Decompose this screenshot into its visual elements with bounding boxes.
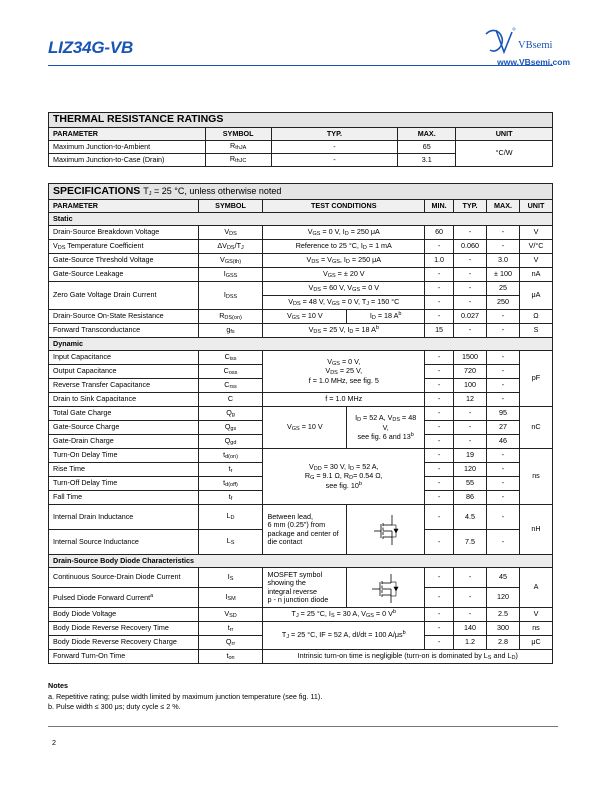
table-row: Body Diode Reverse Recovery Time $t_{rr}$ $T_J = 25$ °C, IF = 52 A, dI/dt = 100 $A/\mu s^b$ - 140 300 ns (49, 622, 553, 636)
table-row: Turn-Off Delay Time $t_{d(off)}$ - 55 - (49, 477, 553, 491)
table-row: Body Diode Reverse Recovery Charge $Q_{rr}$ - 1.2 2.8 μC (49, 636, 553, 650)
table-row: Turn-On Delay Time $t_{d(on)}$ $V_{DD} = 30$ V, $I_D = 52$ A, $R_G = 9.1$ Ω, $R_D= 0.54$ Ω, see fig. 10$^b$ - 19 - ns (49, 449, 553, 463)
table-row: Internal Source Inductance $L_S$ - 7.5 - (49, 530, 553, 555)
th-unit: UNIT (456, 128, 553, 141)
table-row: Output Capacitance $C_{oss}$ - 720 - (49, 365, 553, 379)
table-row: Forward Turn-On Time $t_{on}$ Intrinsic turn-on time is negligible (turn-on is dominated by $L_S$ and $L_D$) (49, 650, 553, 664)
table-row: Drain-Source Breakdown Voltage $V_{DS}$ $V_{GS} = 0$ V, $I_D = 250$ μA 60 - - V (49, 226, 553, 240)
th-symbol: SYMBOL (205, 128, 271, 141)
table-row: Rise Time $t_r$ - 120 - (49, 463, 553, 477)
table-row: Gate-Drain Charge $Q_{gd}$ - - 46 (49, 435, 553, 449)
th-typ: TYP. (271, 128, 398, 141)
table-row: $V_{DS} = 48$ V, $V_{GS} = 0$ V, $T_J = 150$ °C - - 250 (49, 296, 553, 310)
table-row: $V_{DS}$ Temperature Coefficient $\Delta V_{DS}/T_J$ Reference to 25 °C, $I_D = 1$ mA - 0.060 - V/°C (49, 240, 553, 254)
header-rule (48, 65, 553, 66)
th-parameter: PARAMETER (49, 128, 206, 141)
table-row: Pulsed Diode Forward Current$^a$ $I_{SM}$ - - 120 (49, 588, 553, 608)
table-row: Input Capacitance $C_{iss}$ $V_{GS} = 0$ V, $V_{DS} = 25$ V, f = 1.0 MHz, see fig. 5 - 1500 - pF (49, 351, 553, 365)
note-a: a. Repetitive rating; pulse width limited by maximum junction temperature (see fig. 11). (48, 691, 323, 701)
table-row: Body Diode Voltage $V_{SD}$ $T_J = 25$ °C, $I_S = 30$ A, $V_{GS} = 0$ $V^b$ - - 2.5 V (49, 608, 553, 622)
table-row: Drain-Source On-State Resistance $R_{DS(on)}$ $V_{GS} = 10$ V $I_D = 18$ $A^b$ - 0.027 - Ω (49, 310, 553, 324)
notes-heading: Notes (48, 681, 68, 690)
mosfet-symbol-icon (347, 505, 425, 555)
table-row: Fall Time $t_f$ - 86 - (49, 491, 553, 505)
table-row: Gate-Source Leakage $I_{GSS}$ $V_{GS}$ = ± 20 V - - ± 100 nA (49, 268, 553, 282)
specs-table: SPECIFICATIONS $T_J = 25$ °C, unless otherwise noted PARAMETER SYMBOL TEST CONDITIONS MIN. TYP. MAX. UNIT Static Drain-Source Breakdown Voltage $V_{DS}$ $V_{GS} = 0$ V, $I_D = 250$ μA 60 - - V $V_{DS}$ Temperature Coefficient $\Delta V_{DS}/T_J$ Reference to 25 °C, $I_D = 1$ mA - 0.060 - V/°C Gate-Source Threshold Voltage $V_{GS(th)}$ $V_{DS} = V_{GS}$, $I_D = 250$ μA 1.0 - 3.0 V Gate-Source Leakage $I_{GSS}$ $V_{GS}$ = ± 20 V - - ± 100 nA Zero Gate Voltage Drain Current $I_{DSS}$ $V_{DS} = 60$ V, $V_{GS} = 0$ V - - 25 μA $V_{DS} = 48$ V, $V_{GS} = 0$ V, $T_J = 150$ °C - - 250 Drain-Source On-State Resistance $R_{DS(on)}$ $V_{GS} = 10$ V $I_D = 18$ $A^b$ - 0.027 - Ω Forward Transconductance $g_{fs}$ $V_{DS} = 25$ V, $I_D = 18$ $A^b$ 15 - - S Dynamic Input Capacitance $C_{iss}$ $V_{GS} = 0$ V, $V_{DS} = 25$ V, f = 1.0 MHz, see fig. 5 - 1500 - pF Output Capacitance $C_{oss}$ - 720 - Reverse Transfer Capacitance $C_{rss}$ - 100 - Drain to Sink Capacitance C f = 1.0 MHz - 12 - Total Gate Charge $Q_g$ $V_{GS} = 10$ V $I_D = 52$ A, $V_{DS} = 48$ V, see fig. 6 and 13$^b$ - - 95 nC Gate-Source Charge $Q_{gs}$ - - 27 Gate-Drain Charge $Q_{gd}$ - - 46 Turn-On Delay Time $t_{d(on)}$ $V_{DD} = 30$ V, $I_D = 52$ A, $R_G = 9.1$ Ω, $R_D= 0.54$ Ω, see fig. 10$^b$ - 19 - ns Rise Time $t_r$ - 120 - Turn-Off Delay Time $t_{d(off)}$ - 55 - Fall Time $t_f$ - 86 - Internal Drain Inductance $L_D$ Between lead, 6 mm (0.25") from package and center of die contact - 4.5 - nH Internal Source Inductance $L_S$ - 7.5 - Drain-Source Body Diode Characteristics Continuous Source-Drain Diode Current $I_S$ MOSFET symbol showing the integral reverse p - n junction diode - - 45 A Pulsed Diode Forward Current$^a$ $I_{SM}$ - - 120 Body Diode Voltage $V_{SD}$ $T_J = 25$ °C, $I_S = 30$ A, $V_{GS} = 0$ $V^b$ - - 2.5 V Body Diode Reverse Recovery Time $t_{rr}$ $T_J = 25$ °C, IF = 52 A, dI/dt = 100 $A/\mu s^b$ - 140 300 ns Body Diode Reverse Recovery Charge $Q_{rr}$ - 1.2 2.8 μC Forward Turn-On Time $t_{on}$ Intrinsic turn-on time is negligible (turn-on is dominated by $L_S$ and $L_D$) (48, 183, 553, 664)
page-number: 2 (52, 738, 56, 747)
group-dynamic: Dynamic (49, 338, 553, 351)
specs-title: SPECIFICATIONS $T_J = 25$ °C, unless otherwise noted (49, 184, 553, 200)
note-b: b. Pulse width ≤ 300 μs; duty cycle ≤ 2 %. (48, 702, 181, 711)
th-max: MAX. (398, 128, 456, 141)
thermal-unit: °C/W (456, 141, 553, 167)
notes (48, 681, 322, 713)
table-row: Internal Drain Inductance $L_D$ Between lead, 6 mm (0.25") from package and center of die contact - 4.5 - nH (49, 505, 553, 530)
group-diode: Drain-Source Body Diode Characteristics (49, 555, 553, 568)
brand-url[interactable]: www.VBsemi.com (497, 57, 570, 67)
table-row: Gate-Source Charge $Q_{gs}$ - - 27 (49, 421, 553, 435)
table-row: Drain to Sink Capacitance C f = 1.0 MHz - 12 - (49, 393, 553, 407)
table-row: Gate-Source Threshold Voltage $V_{GS(th)}$ $V_{DS} = V_{GS}$, $I_D = 250$ μA 1.0 - 3.0 V (49, 254, 553, 268)
table-row: Reverse Transfer Capacitance $C_{rss}$ - 100 - (49, 379, 553, 393)
table-row: Maximum Junction-to-Case (Drain) $R_{thJC}$ - 3.1 (49, 154, 553, 167)
table-row: Zero Gate Voltage Drain Current $I_{DSS}$ $V_{DS} = 60$ V, $V_{GS} = 0$ V - - 25 μA (49, 282, 553, 296)
part-number: LIZ34G-VB (48, 38, 134, 57)
table-row: Continuous Source-Drain Diode Current $I_S$ MOSFET symbol showing the integral reverse p - n junction diode - - 45 A (49, 568, 553, 588)
brand-name: VBsemi (518, 40, 553, 51)
table-row: Forward Transconductance $g_{fs}$ $V_{DS} = 25$ V, $I_D = 18$ $A^b$ 15 - - S (49, 324, 553, 338)
table-row: Total Gate Charge $Q_g$ $V_{GS} = 10$ V $I_D = 52$ A, $V_{DS} = 48$ V, see fig. 6 and 13$^b$ - - 95 nC (49, 407, 553, 421)
table-row: Maximum Junction-to-Ambient $R_{thJA}$ - 65 °C/W (49, 141, 553, 154)
footer-rule (48, 726, 558, 727)
thermal-table (48, 112, 553, 167)
thermal-title: THERMAL RESISTANCE RATINGS (49, 113, 553, 128)
mosfet-diode-symbol-icon (347, 568, 425, 608)
group-static: Static (49, 213, 553, 226)
